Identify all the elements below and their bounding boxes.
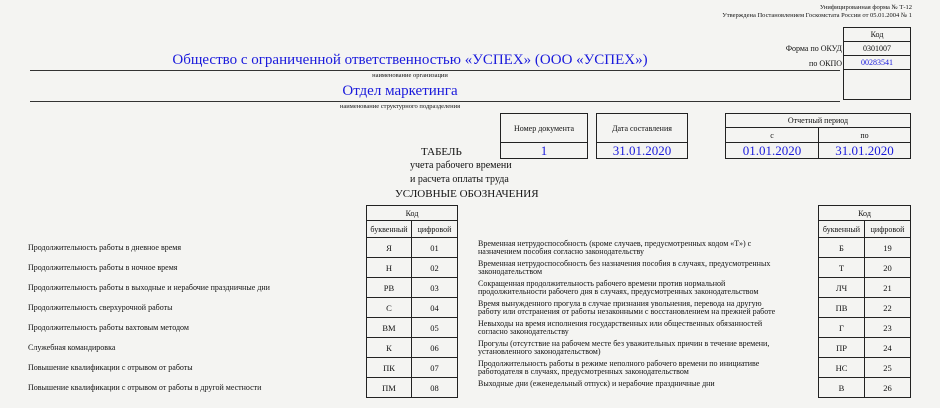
- document-title: ТАБЕЛЬ: [421, 146, 462, 158]
- document-subtitle-2: и расчета оплаты труда: [410, 174, 509, 185]
- department-name: Отдел маркетинга: [342, 83, 458, 99]
- left-digit-code: 03: [411, 277, 458, 298]
- document-subtitle-1: учета рабочего времени: [410, 160, 512, 171]
- okpo-label: по ОКПО: [809, 59, 842, 68]
- period-from-value: 01.01.2020: [725, 142, 819, 159]
- right-digit-code: 23: [864, 317, 911, 338]
- left-code-label: Продолжительность работы в дневное время: [28, 243, 182, 252]
- left-digit-code: 01: [411, 237, 458, 258]
- period-label: Отчетный период: [725, 113, 911, 128]
- right-letter-code: Б: [818, 237, 865, 258]
- left-letter-code: РВ: [366, 277, 412, 298]
- left-digit-code: 02: [411, 257, 458, 278]
- right-letter-code: В: [818, 377, 865, 398]
- okud-label: Форма по ОКУД: [785, 44, 842, 53]
- right-code-header: Код: [818, 205, 911, 221]
- right-code-label-line2: продолжительности рабочего дня в случаях, предусмотренных законодательством: [478, 287, 759, 296]
- right-letter-code: ПВ: [818, 297, 865, 318]
- left-letter-code: ВМ: [366, 317, 412, 338]
- right-letter-code: НС: [818, 357, 865, 378]
- legend-title: УСЛОВНЫЕ ОБОЗНАЧЕНИЯ: [395, 188, 539, 200]
- right-code-label-line2: назначением пособия согласно законодательству: [478, 247, 645, 256]
- org-underline: [30, 70, 840, 71]
- doc-date-value: 31.01.2020: [596, 142, 688, 159]
- right-code-label-line1: Прогулы (отсутствие на рабочем месте без уважительных причин в течение времени,: [478, 339, 770, 348]
- doc-date-label: Дата составления: [596, 113, 688, 143]
- right-code-label-line1: Временная нетрудоспособность (кроме случаев, предусмотренных кодом «Т») с: [478, 239, 752, 248]
- left-letter-code: С: [366, 297, 412, 318]
- dept-underline: [30, 101, 840, 102]
- right-digit-code: 19: [864, 237, 911, 258]
- left-letter-code: Я: [366, 237, 412, 258]
- right-letter-header: буквенный: [818, 220, 865, 238]
- left-letter-code: ПК: [366, 357, 412, 378]
- right-digit-header: цифровой: [864, 220, 911, 238]
- right-digit-code: 25: [864, 357, 911, 378]
- left-digit-code: 04: [411, 297, 458, 318]
- doc-number-value: 1: [500, 142, 588, 159]
- right-digit-code: 22: [864, 297, 911, 318]
- left-code-label: Продолжительность работы вахтовым методом: [28, 323, 189, 332]
- left-code-label: Продолжительность сверхурочной работы: [28, 303, 173, 312]
- right-code-label-line2: законодательством: [478, 267, 543, 276]
- approval-note: Утверждена Постановлением Госкомстата России от 05.01.2004 № 1: [722, 12, 912, 19]
- code-header: Код: [843, 27, 911, 42]
- right-digit-code: 24: [864, 337, 911, 358]
- left-digit-code: 08: [411, 377, 458, 398]
- left-letter-code: Н: [366, 257, 412, 278]
- department-caption: наименование структурного подразделения: [339, 103, 461, 110]
- left-digit-code: 05: [411, 317, 458, 338]
- left-digit-code: 07: [411, 357, 458, 378]
- left-code-label: Продолжительность работы в ночное время: [28, 263, 178, 272]
- right-digit-code: 26: [864, 377, 911, 398]
- right-code-label-line2: работу или отстранения от работы незаконными с восстановлением на прежней работе: [478, 307, 776, 316]
- left-digit-header: цифровой: [411, 220, 458, 238]
- okpo-value: 00283541: [843, 55, 911, 70]
- left-code-header: Код: [366, 205, 458, 221]
- organization-caption: наименование организации: [372, 72, 448, 79]
- left-letter-code: ПМ: [366, 377, 412, 398]
- right-code-label-line2: установленного законодательством): [478, 347, 601, 356]
- right-code-label-line1: Невыходы на время исполнения государственных или общественных обязанностей: [478, 319, 763, 328]
- left-letter-header: буквенный: [366, 220, 412, 238]
- unified-form-note: Унифицированная форма № Т-12: [819, 4, 912, 11]
- okud-value: 0301007: [843, 41, 911, 56]
- right-code-label-line1: Время вынужденного прогула в случае признания увольнения, перевода на другую: [478, 299, 762, 308]
- period-to-value: 31.01.2020: [818, 142, 911, 159]
- right-code-label-line1: Временная нетрудоспособность без назначения пособия в случаях, предусмотренных: [478, 259, 771, 268]
- period-to-label: по: [818, 127, 911, 143]
- left-code-label: Продолжительность работы в выходные и нерабочие праздничные дни: [28, 283, 270, 292]
- code-empty-box: [843, 69, 911, 100]
- left-letter-code: К: [366, 337, 412, 358]
- organization-name: Общество с ограниченной ответственностью «УСПЕХ» (ООО «УСПЕХ»): [172, 52, 648, 68]
- right-code-label-line1: Выходные дни (еженедельный отпуск) и нерабочие праздничные дни: [478, 379, 715, 388]
- right-letter-code: ПР: [818, 337, 865, 358]
- left-code-label: Повышение квалификации с отрывом от работы в другой местности: [28, 383, 262, 392]
- left-digit-code: 06: [411, 337, 458, 358]
- doc-number-label: Номер документа: [500, 113, 588, 143]
- right-code-label-line1: Сокращенная продолжительность рабочего времени против нормальной: [478, 279, 726, 288]
- right-code-label-line1: Продолжительность работы в режиме неполного рабочего времени по инициативе: [478, 359, 760, 368]
- period-from-label: с: [725, 127, 819, 143]
- left-code-label: Служебная командировка: [28, 343, 116, 352]
- right-letter-code: ЛЧ: [818, 277, 865, 298]
- right-code-label-line2: работодателя в случаях, предусмотренных законодательством: [478, 367, 689, 376]
- right-letter-code: Г: [818, 317, 865, 338]
- left-code-label: Повышение квалификации с отрывом от работы: [28, 363, 193, 372]
- right-digit-code: 20: [864, 257, 911, 278]
- right-letter-code: Т: [818, 257, 865, 278]
- right-digit-code: 21: [864, 277, 911, 298]
- right-code-label-line2: согласно законодательству: [478, 327, 569, 336]
